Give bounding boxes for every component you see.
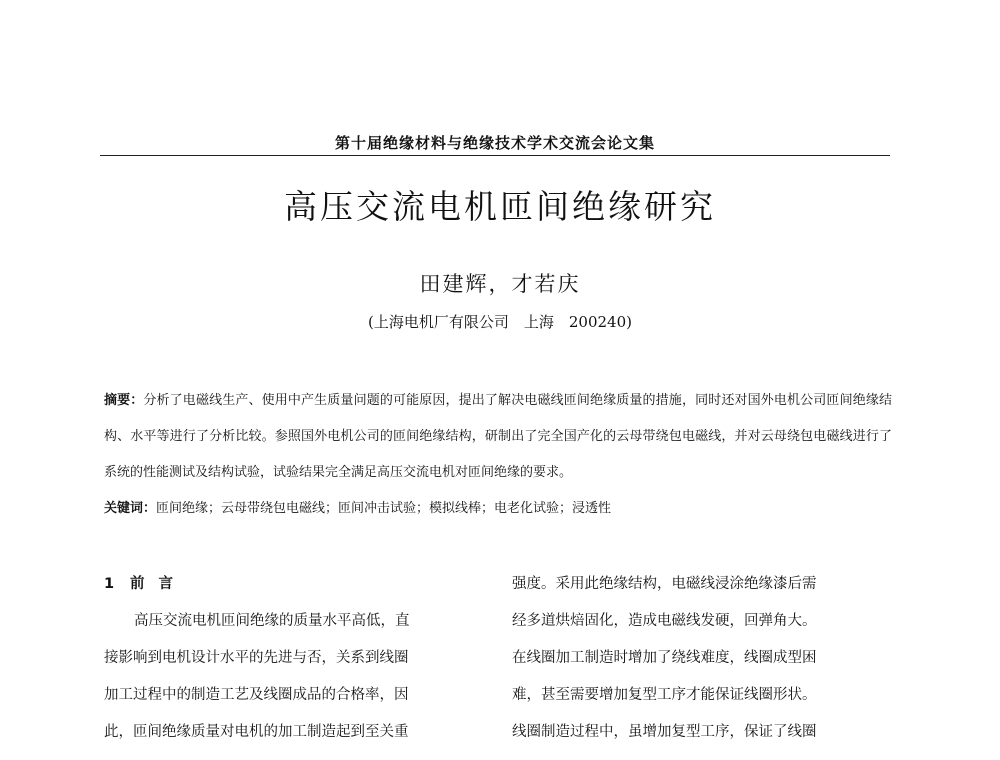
paragraph-line: 经多道烘焙固化，造成电磁线发硬，回弹角大。 [512, 613, 817, 629]
section-number: 1 [104, 576, 115, 592]
paragraph-line: 接影响到电机设计水平的先进与否，关系到线圈 [104, 650, 409, 666]
section-title: 前言 [130, 576, 187, 592]
paragraph-line: 在线圈加工制造时增加了绕线难度，线圈成型困 [512, 650, 817, 666]
keywords-text: 匝间绝缘；云母带绕包电磁线；匝间冲击试验；模拟线棒；电老化试验；浸透性 [156, 501, 612, 516]
abstract-label: 摘要： [104, 393, 144, 408]
journal-header: 第十届绝缘材料与绝缘技术学术交流会论文集 [334, 134, 655, 152]
paragraph-line: 强度。采用此绝缘结构，电磁线浸涂绝缘漆后需 [512, 576, 817, 592]
keywords-label: 关键词： [104, 501, 157, 516]
header-rule [100, 155, 890, 156]
body-column-right [512, 566, 892, 751]
paragraph-line: 线圈制造过程中，虽增加复型工序，保证了线圈 [512, 724, 817, 740]
paragraph-line: 此，匝间绝缘质量对电机的加工制造起到至关重 [104, 724, 409, 740]
paper-affiliation: (上海电机厂有限公司 上海 200240) [368, 313, 632, 331]
paragraph-line: 难，甚至需要增加复型工序才能保证线圈形状。 [512, 687, 817, 703]
abstract-text: 分析了电磁线生产、使用中产生质量问题的可能原因，提出了解决电磁线匝间绝缘质量的措施，同时还对国外电机公司匝间绝缘结构、水平等进行了分析比较。参照国外电机公司的匝间绝缘结构，研制出了完全国产化的云母带绕包电磁线，并对云母绕包电磁线进行了系统的性能测试及结构试验，试验结果完全满足高压交流电机对匝间绝缘的要求。 [104, 393, 892, 480]
paper-title: 高压交流电机匝间绝缘研究 [284, 187, 716, 226]
paragraph-line: 高压交流电机匝间绝缘的质量水平高低，直 [134, 613, 410, 629]
abstract [104, 383, 892, 491]
section-heading [104, 566, 484, 603]
keywords [104, 491, 892, 527]
body-column-left [104, 566, 484, 751]
paragraph-line: 加工过程中的制造工艺及线圈成品的合格率，因 [104, 687, 409, 703]
paper-authors: 田建辉，才若庆 [419, 272, 581, 296]
